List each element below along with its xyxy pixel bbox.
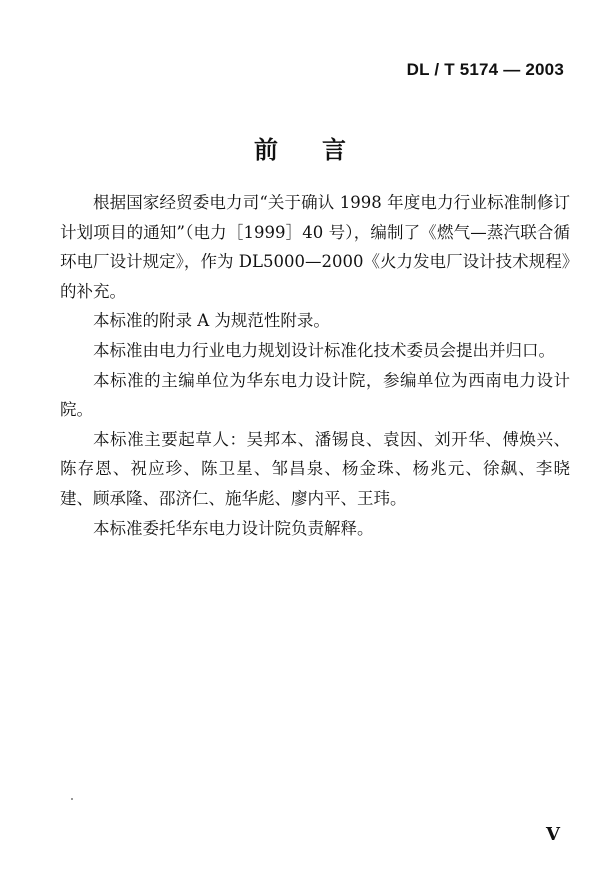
- paragraph-interpretation: 本标准委托华东电力设计院负责解释。: [93, 518, 374, 538]
- page-number: V: [546, 824, 560, 845]
- standard-code-header: DL / T 5174 — 2003: [406, 60, 564, 79]
- paragraph-drafters: 本标准主要起草人：吴邦本、潘锡良、袁因、刘开华、傅焕兴、陈存恩、祝应珍、陈卫星、邹昌泉、杨金珠、杨兆元、徐飙、李晓建、顾承隆、邵济仁、施华彪、廖内平、王玮。: [60, 429, 570, 508]
- paragraph-editors: 本标准的主编单位为华东电力设计院，参编单位为西南电力设计院。: [60, 370, 570, 420]
- foreword-body: [60, 188, 570, 543]
- page-title: [0, 130, 600, 165]
- scan-speck: [71, 798, 73, 800]
- title-char-2: 言: [322, 136, 346, 164]
- paragraph-appendix: 本标准的附录 A 为规范性附录。: [93, 311, 330, 331]
- paragraph-proposer: 本标准由电力行业电力规划设计标准化技术委员会提出并归口。: [93, 340, 555, 360]
- title-char-1: 前: [254, 136, 278, 164]
- paragraph-basis: 根据国家经贸委电力司“关于确认 1998 年度电力行业标准制修订计划项目的通知”（电力［1999］40 号），编制了《燃气—蒸汽联合循环电厂设计规定》，作为 DL5000—2000《火力发电厂设计技术规程》的补充。: [60, 193, 570, 301]
